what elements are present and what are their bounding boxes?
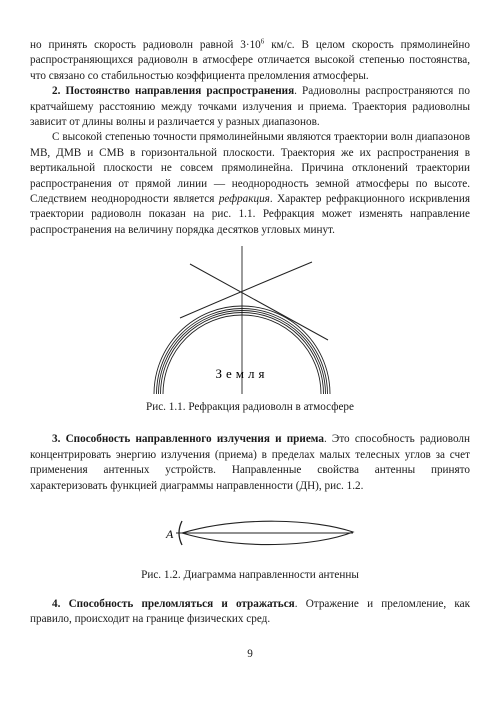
paragraph-5 — [30, 597, 470, 628]
figure-1-caption: Рис. 1.1. Рефракция радиоволн в атмосфере — [145, 401, 354, 414]
section-heading-3: 3. Способность направленного излучения и приема — [52, 433, 324, 446]
earth-label: Земля — [215, 366, 269, 382]
page-number: 9 — [247, 648, 253, 660]
p2-text: . Радиоволны распространяются по кратчайшему расстоянию между точками излучения и приема. Траектория радиоволны зависит от длины волны и различается у разных диапазонов. — [30, 85, 470, 129]
p5-text: . Отражение и преломление, как правило, происходит на границе физических сред. — [30, 597, 470, 626]
p1-superscript: 6 — [260, 37, 265, 46]
p4-text: . Это способность радиоволн концентрировать энергию излучения (приема) в пределах малых телесных углов за счет применения антенных устройств. Направленные свойства антенны принято характеризовать функцией диаграммы направленности (ДН), рис. 1.2. — [30, 433, 470, 492]
p3-text-b: . Характер рефракционного искривления траектории радиоволн показан на рис. 1.1. Рефракция может изменять направление распространения на величину порядка десятков угловых минут. — [30, 193, 470, 236]
p3-text-a: С высокой степенью точности прямолинейными являются траектории волн диапазонов МВ, ДМВ и СМВ в горизонтальной плоскости. Траектория же их распространения в вертикальной плоскости не совсем прямолинейна. Причина отклонений траектории распространения от прямой линии — неоднородность земной атмосферы по высоте. Следствием неоднородности является — [30, 131, 470, 206]
page-content — [30, 38, 470, 628]
refracted-ray — [180, 262, 312, 318]
paragraph-2 — [30, 84, 470, 130]
p1-text-a: но принять скорость радиоволн равной 3·10 — [30, 39, 261, 51]
paragraph-3 — [30, 130, 470, 238]
p1-text-b: км/с. В целом скорость прямолинейно распространяющихся радиоволн в атмосфере отличается высокой степенью постоянства, что связано со стабильностью коэффициента преломления атмосферы. — [30, 39, 470, 82]
directivity-figure — [30, 508, 470, 558]
paragraph-1 — [30, 38, 470, 84]
antenna-label: A — [166, 526, 174, 541]
p3-italic-term: рефракция — [218, 193, 270, 206]
paragraph-4 — [30, 432, 470, 494]
figure-2-caption: Рис. 1.2. Диаграмма направленности антенны — [141, 568, 359, 581]
section-heading-2: 2. Постоянство направления распространения — [52, 85, 295, 98]
refraction-figure — [30, 244, 470, 394]
straight-ray — [190, 264, 328, 340]
section-heading-4: 4. Способность преломляться и отражаться — [52, 597, 295, 610]
